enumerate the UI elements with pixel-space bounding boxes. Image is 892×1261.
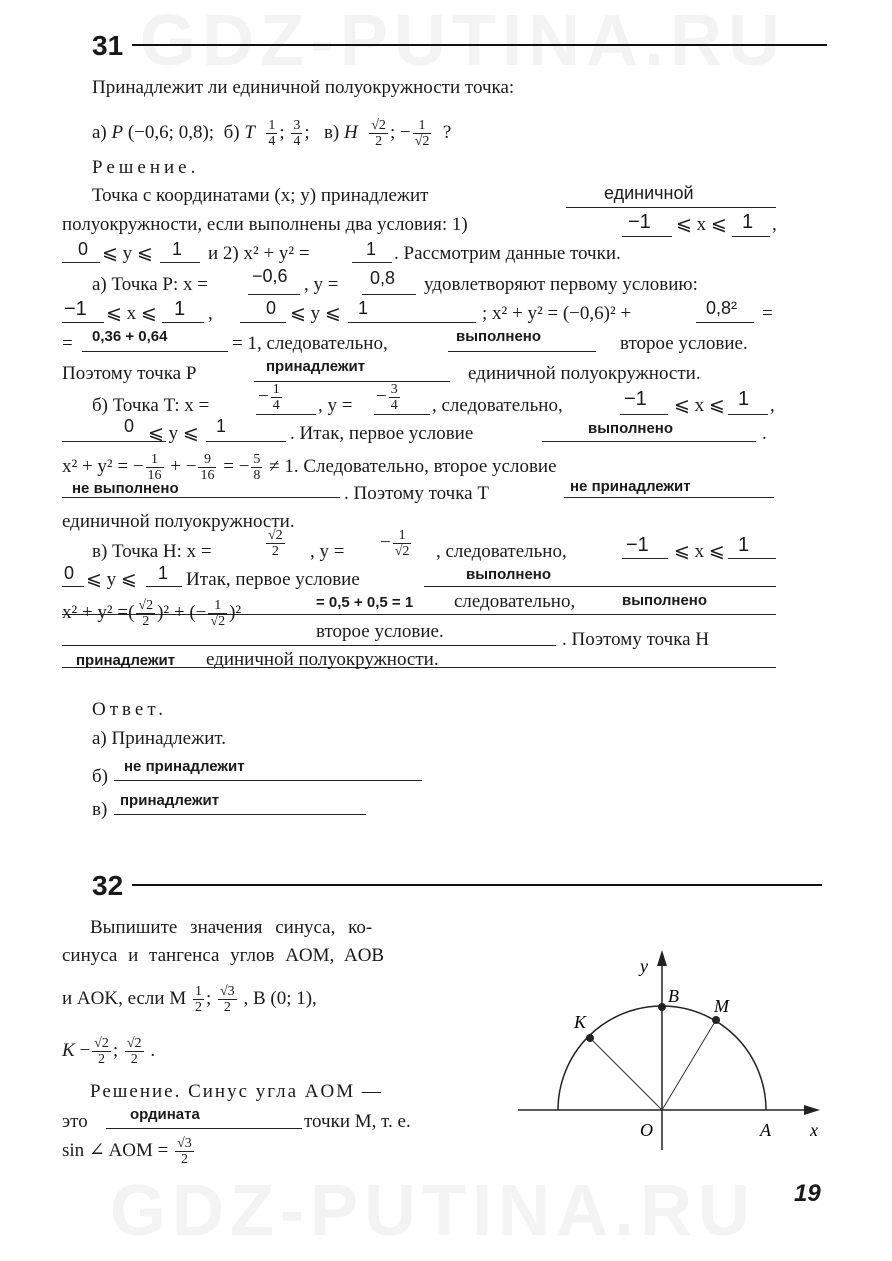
v-fill-done2: выполнено: [622, 592, 708, 609]
a-second-condition: второе условие.: [620, 333, 748, 354]
answer-b-label: б): [92, 766, 108, 787]
answer-v: принадлежит: [120, 792, 220, 809]
a-fill-m1: −1: [64, 298, 87, 320]
p32-sin: sin ∠ AOM = $\frac{√3}{2}$: [62, 1136, 192, 1167]
b-fill-1b: 1: [216, 416, 227, 436]
p32-solution: Решение. Синус угла AOM —: [90, 1081, 383, 1102]
segment-OK: [590, 1038, 662, 1110]
v-so: . Поэтому точка H: [562, 629, 710, 650]
b-line-1: б) Точка T: x =: [92, 395, 210, 416]
fill-1b: 1: [172, 239, 183, 259]
a-sum: ; x² + y² = (−0,6)² +: [482, 303, 632, 324]
b-y: , y =: [318, 395, 353, 416]
problem-31-number: 31: [92, 30, 124, 61]
b-fill-notdone: не выполнено: [72, 480, 179, 497]
v-fill-y: − $\frac{1}{√2}$: [380, 528, 410, 559]
b-fill-m1: −1: [624, 388, 647, 410]
v-fill-x: $\frac{√2}{2}$: [268, 528, 283, 559]
a-fill-1b: 1: [358, 298, 369, 318]
b-therefore: , следовательно,: [432, 395, 563, 416]
v-therefore-2: следовательно,: [454, 591, 576, 612]
label-A: A: [760, 1120, 771, 1140]
v-sum: x² + y² =( $\frac{√2}{2}$ )² + (− $\frac{1}{√2}$ )²: [62, 598, 242, 629]
v-ineq-y: ⩽ y ⩽: [86, 569, 137, 590]
v-fill-m1: −1: [626, 534, 649, 556]
label-x: x: [810, 1120, 818, 1140]
answer-v-label: в): [92, 799, 108, 820]
unit-semicircle-figure: [510, 950, 830, 1150]
a-so: Поэтому точка P: [62, 363, 197, 384]
fill-1c: 1: [366, 239, 377, 259]
v-fill-sum: = 0,5 + 0,5 = 1: [316, 594, 414, 611]
p32-fill-ordinate: ордината: [130, 1106, 200, 1123]
problem-32-rule: [132, 884, 822, 886]
problem-32-number: 32: [92, 870, 124, 901]
a-fill-y: 0,8: [370, 268, 396, 288]
b-first-condition: . Итак, первое условие: [290, 423, 474, 444]
v-fill-1b: 1: [158, 563, 169, 583]
intro-end: . Рассмотрим данные точки.: [394, 243, 621, 264]
v-y: , y =: [310, 541, 345, 562]
v-second-condition: второе условие.: [316, 621, 444, 642]
p32-sol-point: точки M, т. е.: [304, 1111, 411, 1132]
point-K: [586, 1034, 594, 1042]
intro-condition-2: и 2) x² + y² =: [208, 243, 310, 264]
a-line-1: а) Точка P: x =: [92, 274, 208, 295]
answer-b: не принадлежит: [124, 758, 245, 775]
p32-line-1: Выпишите значения синуса, ко-: [90, 917, 373, 938]
intro-ineq-x: ⩽ x ⩽: [676, 214, 727, 235]
v-ineq-x: ⩽ x ⩽: [674, 541, 725, 562]
point-B: [658, 1003, 666, 1011]
a-fill-0: 0: [266, 298, 277, 318]
label-O: O: [640, 1120, 653, 1140]
intro-line-2: полуокружности, если выполнены два условия: 1): [62, 214, 468, 235]
problem-31-rule: [132, 44, 827, 46]
answer-a: а) Принадлежит.: [92, 728, 227, 749]
label-B: B: [668, 986, 679, 1006]
label-K: K: [574, 1012, 587, 1032]
v-line-1: в) Точка H: x =: [92, 541, 212, 562]
a-ineq-y: ⩽ y ⩽: [290, 303, 341, 324]
y-axis-arrow-icon: [657, 950, 667, 966]
intro-ineq-y: ⩽ y ⩽: [102, 243, 153, 264]
problem-31-question: Принадлежит ли единичной полуокружности точка:: [92, 77, 515, 98]
p32-sol-this: это: [62, 1111, 88, 1132]
b-end: единичной полуокружности.: [62, 511, 295, 532]
b-ineq-x: ⩽ x ⩽: [674, 395, 725, 416]
label-y: y: [640, 956, 648, 976]
v-fill-done: выполнено: [466, 566, 552, 583]
x-axis-arrow-icon: [804, 1105, 820, 1115]
b-sum: x² + y² = − $\frac{1}{16}$ + − $\frac{9}{16}$ = − $\frac{5}{8}$ ≠ 1. Следовательно, второе условие: [62, 452, 557, 483]
a-end: единичной полуокружности.: [468, 363, 701, 384]
a-ineq-x: ⩽ x ⩽: [106, 303, 157, 324]
v-fill-1: 1: [738, 534, 750, 556]
a-therefore: = 1, следовательно,: [232, 333, 388, 354]
b-fill-x: − $\frac{1}{4}$: [258, 382, 280, 413]
fill-unit: единичной: [604, 183, 694, 203]
v-therefore: , следовательно,: [436, 541, 567, 562]
p32-line-2: синуса и тангенса углов AOM, AOB: [62, 945, 385, 966]
label-M: M: [714, 996, 729, 1016]
a-fill-done: выполнено: [456, 328, 542, 345]
b-fill-done: выполнено: [588, 420, 674, 437]
a-fill-sum: 0,36 + 0,64: [92, 328, 168, 345]
answer-title: Ответ.: [92, 699, 167, 720]
b-fill-0: 0: [124, 416, 135, 436]
a-fill-bel: принадлежит: [266, 358, 366, 375]
v-fill-bel: принадлежит: [76, 652, 176, 669]
a-fill-1: 1: [174, 298, 186, 320]
comma: ,: [772, 214, 777, 235]
a-fill-sq: 0,8²: [706, 298, 738, 318]
b-ineq-y: ⩽ y ⩽: [148, 423, 199, 444]
v-fill-0: 0: [64, 563, 75, 583]
intro-line-1: Точка с координатами (x; y) принадлежит: [92, 185, 429, 206]
a-first-condition: удовлетворяют первому условию:: [424, 274, 698, 295]
segment-OM: [662, 1020, 716, 1110]
p32-line-3: и AOK, если M $\frac{1}{2}$ ; $\frac{√3}{2}$ , B (0; 1),: [62, 984, 317, 1015]
fill-1: 1: [742, 211, 754, 233]
point-M: [712, 1016, 720, 1024]
a-fill-x: −0,6: [252, 266, 288, 286]
b-fill-y: − $\frac{3}{4}$: [376, 382, 398, 413]
b-fill-1: 1: [738, 388, 750, 410]
watermark-bottom: GDZ-PUTINA.RU: [110, 1171, 756, 1251]
a-y: , y =: [304, 274, 339, 295]
watermark-top: GDZ-PUTINA.RU: [140, 1, 786, 81]
fill-0: 0: [78, 239, 89, 259]
solution-title: Решение.: [92, 157, 200, 178]
p32-line-4: K − $\frac{√2}{2}$ ; $\frac{√2}{2}$ .: [62, 1036, 156, 1067]
v-first-condition: Итак, первое условие: [186, 569, 360, 590]
fill-m1: −1: [628, 211, 651, 233]
b-fill-notbel: не принадлежит: [570, 478, 691, 495]
v-end: единичной полуокружности.: [206, 649, 439, 670]
problem-31-options: а) P (−0,6; 0,8); б) T $\frac{1}{4}$ ; $\frac{3}{4}$ ; в) H $\frac{√2}{2}$ ; − $\frac{1}{√2}$ ?: [92, 118, 452, 149]
page-number: 19: [794, 1180, 821, 1207]
b-so: . Поэтому точка T: [344, 483, 489, 504]
